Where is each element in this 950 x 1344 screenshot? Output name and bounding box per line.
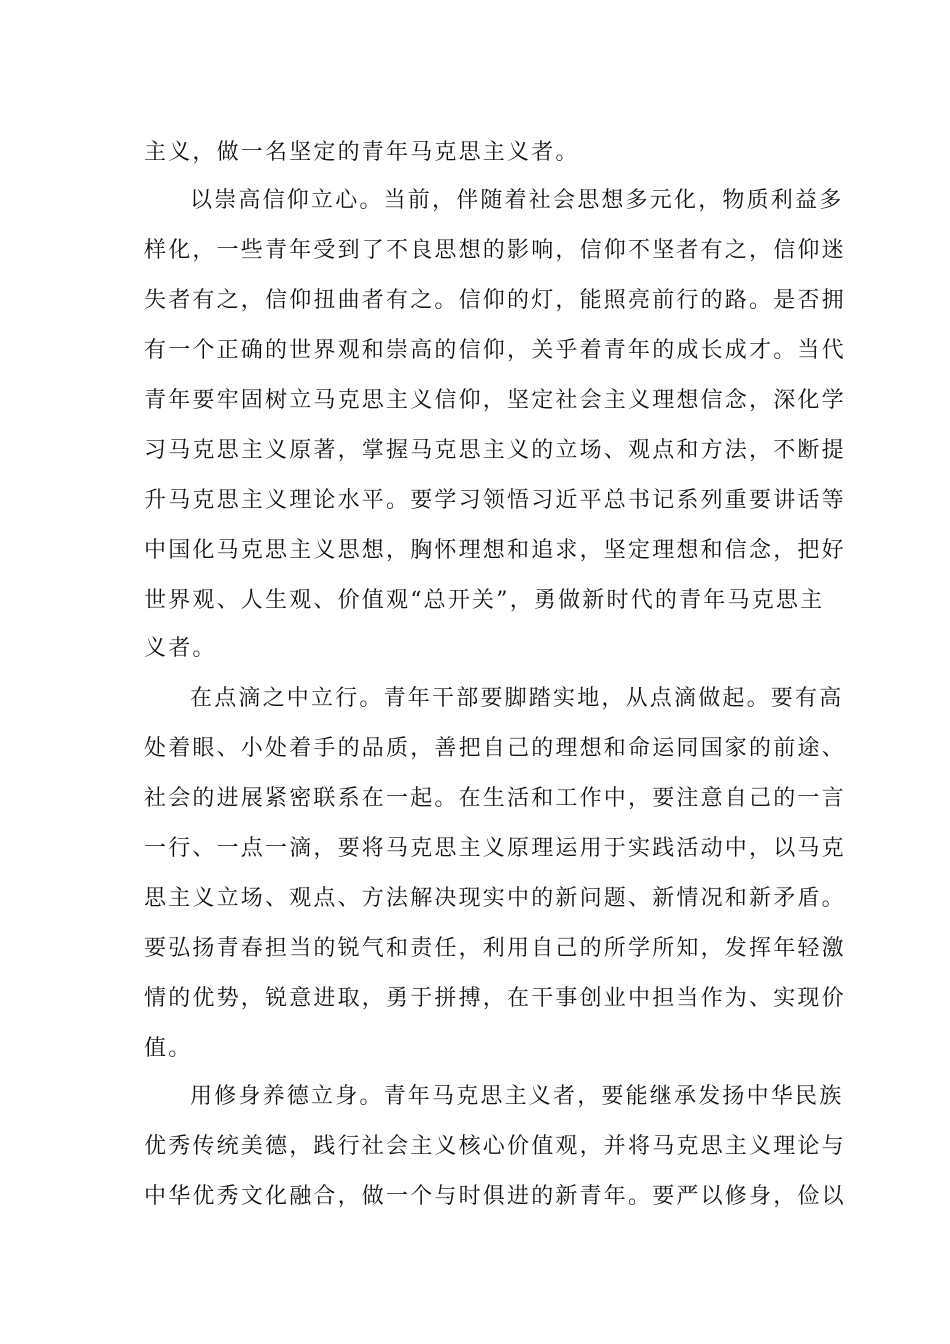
text-line: 习马克思主义原著，掌握马克思主义的立场、观点和方法，不断提 <box>144 438 846 463</box>
paragraph-first-line: 在点滴之中立行。青年干部要脚踏实地，从点滴做起。要有高 <box>190 686 844 711</box>
text-line: 样化，一些青年受到了不良思想的影响，信仰不坚者有之，信仰迷 <box>144 238 846 263</box>
text-line: 值。 <box>144 1036 193 1061</box>
text-line: 情的优势，锐意进取，勇于拼搏，在干事创业中担当作为、实现价 <box>144 986 846 1011</box>
text-line: 世界观、人生观、价值观“总开关”，勇做新时代的青年马克思主 <box>144 588 825 613</box>
text-line: 一行、一点一滴，要将马克思主义原理运用于实践活动中，以马克 <box>144 836 846 861</box>
text-line: 升马克思主义理论水平。要学习领悟习近平总书记系列重要讲话等 <box>144 488 846 513</box>
text-line: 思主义立场、观点、方法解决现实中的新问题、新情况和新矛盾。 <box>144 886 846 911</box>
text-line: 优秀传统美德，践行社会主义核心价值观，并将马克思主义理论与 <box>144 1134 846 1159</box>
paragraph-first-line: 用修身养德立身。青年马克思主义者，要能继承发扬中华民族 <box>190 1084 844 1109</box>
text-line: 中国化马克思主义思想，胸怀理想和追求，坚定理想和信念，把好 <box>144 538 846 563</box>
text-line: 中华优秀文化融合，做一个与时俱进的新青年。要严以修身，俭以 <box>144 1184 846 1209</box>
text-line: 主义，做一名坚定的青年马克思主义者。 <box>144 140 580 165</box>
text-line: 有一个正确的世界观和崇高的信仰，关乎着青年的成长成才。当代 <box>144 338 846 363</box>
text-line: 青年要牢固树立马克思主义信仰，坚定社会主义理想信念，深化学 <box>144 388 846 413</box>
text-line: 要弘扬青春担当的锐气和责任，利用自己的所学所知，发挥年轻激 <box>144 936 846 961</box>
paragraph-first-line: 以崇高信仰立心。当前，伴随着社会思想多元化，物质利益多 <box>190 188 844 213</box>
text-line: 处着眼、小处着手的品质，善把自己的理想和命运同国家的前途、 <box>144 736 846 761</box>
text-line: 失者有之，信仰扭曲者有之。信仰的灯，能照亮前行的路。是否拥 <box>144 288 846 313</box>
text-line: 义者。 <box>144 636 217 661</box>
text-line: 社会的进展紧密联系在一起。在生活和工作中，要注意自己的一言 <box>144 786 846 811</box>
